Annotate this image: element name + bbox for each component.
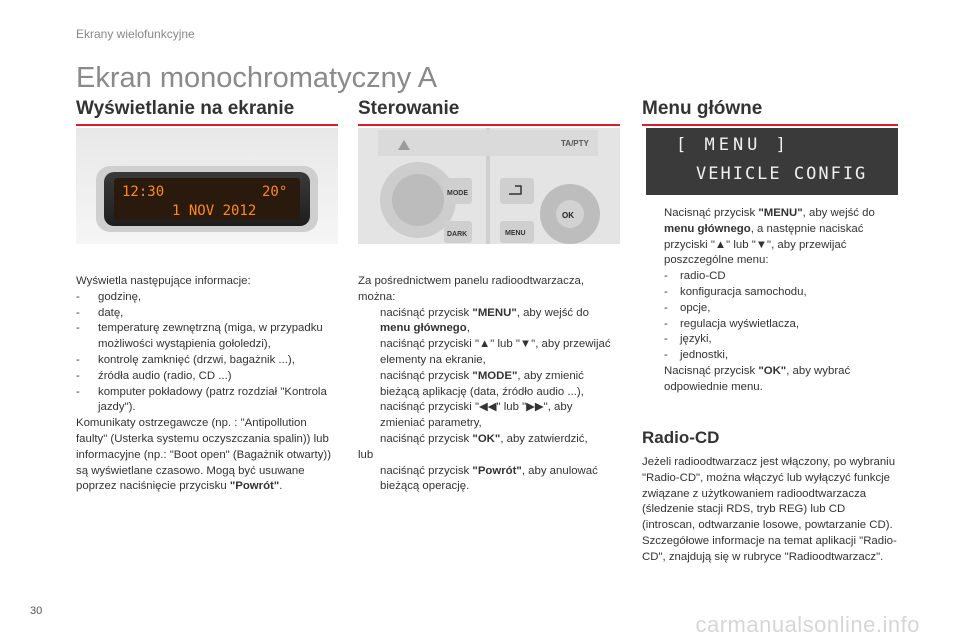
list-item: - radio-CD [664, 270, 726, 283]
display-intro: Wyświetla następujące informacje: [76, 275, 251, 287]
btn-mode-label: MODE [447, 190, 468, 197]
tip-item: naciśnąć przyciski "▲" lub "▼", aby przewijać elementy na ekranie, [380, 338, 611, 366]
display-text [76, 274, 338, 495]
radio-cd-para-1: Jeżeli radioodtwarzacz jest włączony, po wybraniu "Radio-CD", można włączyć lub wyłączyć funkcje związane z użytkowaniem radioodtwarzacza (śledzenie stacji RDS, tryb REG) lub CD (introscan, odtwarzanie losowe, powtarzanie CD). [642, 456, 896, 532]
list-item: - komputer pokładowy (patrz rozdział "Kontrola jazdy"). [76, 385, 327, 414]
or-text: lub [358, 448, 374, 461]
menu-lcd-screen [646, 128, 898, 195]
radio-panel-photo [358, 128, 620, 244]
tip-item: naciśnąć przycisk "OK", aby zatwierdzić, [380, 432, 588, 445]
lcd-line-2: VEHICLE CONFIG [696, 164, 868, 184]
display-temp: 20° [262, 184, 288, 200]
watermark: carmanualsonline.info [695, 612, 920, 637]
tip-item: Nacisnąć przycisk "MENU", aby wejść do menu głównego, a następnie naciskać przyciski "▲" lub "▼", aby przewijać poszczególne menu: [664, 207, 875, 267]
section-rule [358, 124, 620, 126]
radio-cd-text [642, 455, 898, 566]
list-item: - kontrolę zamknięć (drzwi, bagażnik ...), [76, 353, 295, 366]
list-item: - języki, [664, 333, 712, 346]
btn-menu-label: MENU [505, 230, 526, 237]
radio-cd-para-2: Szczegółowe informacje na temat aplikacji "Radio-CD", znajdują się w rubryce "Radioodtwarzacz". [642, 534, 897, 563]
tip-item: naciśnąć przycisk "MODE", aby zmienić bieżącą aplikację (data, źródło audio ...), [380, 369, 584, 398]
list-item: - jednostki, [664, 349, 729, 362]
tip-item: Nacisnąć przycisk "OK", aby wybrać odpowiednie menu. [664, 364, 851, 393]
section-heading-radio-cd: Radio-CD [642, 428, 720, 447]
btn-ok-label: OK [562, 211, 574, 220]
menu-text [642, 206, 904, 396]
page-title: Ekran monochromatyczny A [76, 62, 438, 94]
display-time: 12:30 [122, 184, 165, 200]
tip-item: naciśnąć przycisk "MENU", aby wejść do menu głównego, [380, 306, 589, 335]
btn-dark-label: DARK [447, 231, 468, 238]
section-heading-display: Wyświetlanie na ekranie [76, 98, 295, 119]
list-item: - temperaturę zewnętrzną (miga, w przypadku możliwości wystąpienia gołoledzi), [76, 322, 323, 351]
list-item: - opcje, [664, 301, 711, 314]
section-heading-main-menu: Menu główne [642, 98, 763, 119]
page-number: 30 [30, 605, 43, 617]
warning-paragraph: Komunikaty ostrzegawcze (np. : "Antipollution faulty" (Usterka systemu oczyszczania spalin)) lub informacyjne (np.: "Boot open" (Bagażnik otwarty)) są wyświetlane czasowo. Mogą być usuwane poprzez naciśnięcie przycisku "Powrót". [76, 417, 331, 493]
list-item: - konfiguracja samochodu, [664, 285, 807, 298]
lcd-line-1: [ MENU ] [676, 135, 790, 155]
btn-ta-label: TA/PTY [561, 139, 589, 148]
section-rule [642, 124, 898, 126]
display-date: 1 NOV 2012 [172, 203, 257, 219]
list-item: - datę, [76, 306, 124, 319]
controls-intro: Za pośrednictwem panelu radioodtwarzacza, można: [358, 275, 585, 303]
list-item: - godzinę, [76, 290, 142, 303]
submenu-list [642, 269, 904, 364]
running-header: Ekrany wielofunkcyjne [76, 27, 195, 41]
list-item: - źródła audio (radio, CD ...) [76, 369, 232, 382]
controls-text [358, 274, 620, 495]
tip-item: naciśnąć przycisk "Powrót", aby anulować bieżącą operację. [380, 464, 598, 493]
dashboard-display-photo [76, 128, 338, 244]
section-heading-controls: Sterowanie [358, 98, 460, 119]
section-rule [76, 124, 338, 126]
list-item: - regulacja wyświetlacza, [664, 317, 800, 330]
tip-item: naciśnąć przyciski "◀◀" lub "▶▶", aby zmieniać parametry, [380, 401, 573, 430]
